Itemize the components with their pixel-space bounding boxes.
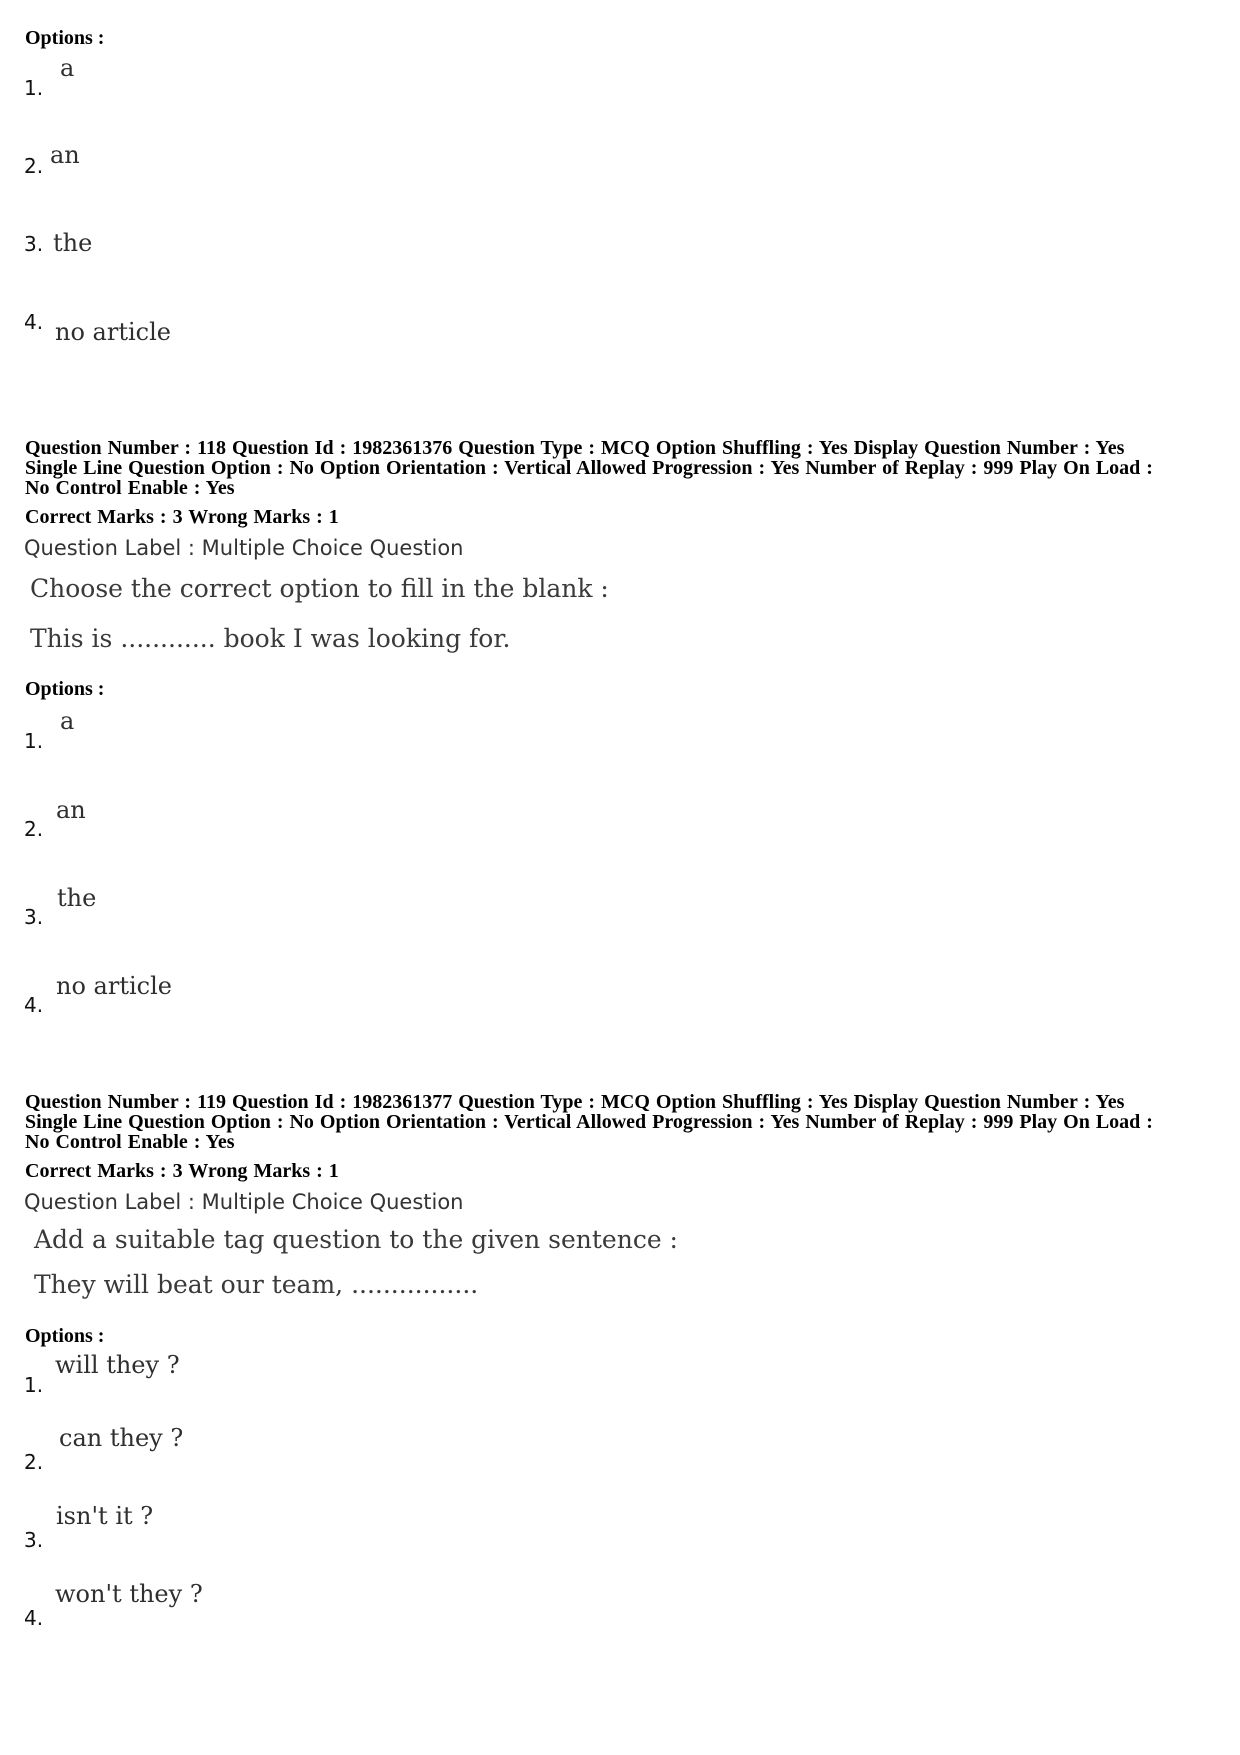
option-number: 3. — [24, 905, 44, 929]
question-text: Choose the correct option to fill in the blank : — [30, 574, 609, 603]
option-number: 1. — [24, 76, 44, 100]
option-text: an — [50, 141, 80, 169]
option-number: 4. — [24, 1606, 44, 1630]
options-heading: Options : — [25, 678, 105, 700]
options-heading: Options : — [25, 1325, 105, 1347]
option-number: 4. — [24, 310, 44, 334]
option-text: no article — [56, 972, 172, 1000]
option-number: 1. — [24, 729, 44, 753]
option-text: the — [53, 229, 93, 257]
option-text: will they ? — [55, 1351, 180, 1379]
marks-line: Correct Marks : 3 Wrong Marks : 1 — [25, 1160, 339, 1182]
options-heading: Options : — [25, 27, 105, 49]
option-number: 2. — [24, 1450, 44, 1474]
question-text: This is ............ book I was looking for. — [30, 624, 511, 653]
question-meta-line: Single Line Question Option : No Option Orientation : Vertical Allowed Progression : Yes Number of Replay : 999 Play On Load : — [25, 457, 1153, 479]
marks-line: Correct Marks : 3 Wrong Marks : 1 — [25, 506, 339, 528]
option-text: can they ? — [59, 1424, 184, 1452]
question-label: Question Label : Multiple Choice Question — [24, 1190, 464, 1214]
question-meta-line: Question Number : 119 Question Id : 1982361377 Question Type : MCQ Option Shuffling : Yes Display Question Number : Yes — [25, 1091, 1125, 1113]
option-text: won't they ? — [55, 1580, 203, 1608]
question-text: They will beat our team, ................ — [34, 1270, 479, 1299]
question-meta-line: No Control Enable : Yes — [25, 1131, 235, 1153]
option-number: 4. — [24, 993, 44, 1017]
option-text: a — [60, 707, 75, 735]
question-label: Question Label : Multiple Choice Question — [24, 536, 464, 560]
question-meta-line: Single Line Question Option : No Option Orientation : Vertical Allowed Progression : Yes Number of Replay : 999 Play On Load : — [25, 1111, 1153, 1133]
option-number: 3. — [24, 1528, 44, 1552]
option-number: 2. — [24, 817, 44, 841]
option-text: no article — [55, 318, 171, 346]
option-number: 1. — [24, 1373, 44, 1397]
option-text: an — [56, 796, 86, 824]
option-number: 2. — [24, 154, 44, 178]
option-text: isn't it ? — [56, 1502, 154, 1530]
question-meta-line: Question Number : 118 Question Id : 1982361376 Question Type : MCQ Option Shuffling : Yes Display Question Number : Yes — [25, 437, 1125, 459]
question-meta-line: No Control Enable : Yes — [25, 477, 235, 499]
option-text: the — [57, 884, 97, 912]
question-text: Add a suitable tag question to the given sentence : — [34, 1225, 678, 1254]
option-number: 3. — [24, 232, 44, 256]
option-text: a — [60, 54, 75, 82]
